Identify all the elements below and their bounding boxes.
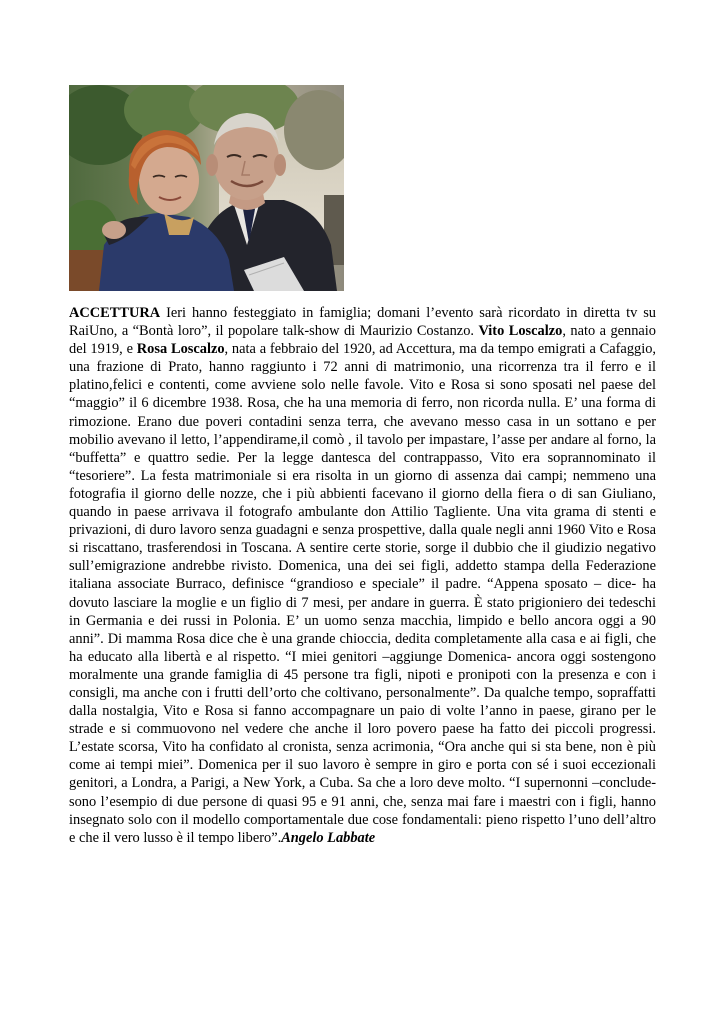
article-text-1: Ieri hanno festeggiato in famiglia; domani l’evento sarà ricordato in diretta tv su RaiUno, a “Bontà loro”, il popolare talk-show di Maurizio Costanzo. — [69, 305, 656, 340]
article-dateline: ACCETTURA — [69, 305, 161, 321]
photo-elderly-couple-icon — [69, 85, 344, 291]
author-signature: Angelo Labbate — [281, 829, 376, 846]
person-name-rosa: Rosa Loscalzo — [136, 341, 225, 358]
article-text-3: , nata a febbraio del 1920, ad Accettura, ma da tempo emigrati a Cafaggio, una frazione di Prato, hanno raggiunto i 72 anni di matrimonio, una ricorrenza tra il ferro e il platino,felici e contenti, come avviene solo nelle favole. Vito e Rosa si sono sposati nel paese del “maggio” il 6 dicembre 1938. Rosa, che ha una memoria di ferro, non ricorda nulla. E’ una forma di rimozione. Erano due poveri contadini senza terra, che avevano messo casa in un sottano e per mobilio avevano il letto, l’appendirame,il comò , il tavolo per impastare, l’asse per andare al forno, la “buffetta” e quattro sedie. Per la legge dantesca del contrappasso, Vito era soprannominato il “tesoriere”. La festa matrimoniale si era risolta in un giorno di assenza dai campi; nemmeno una fotografia il giorno delle nozze, che i più abbienti facevano il giorno della fiera o di san Giuliano, quando in paese arrivava il fotografo ambulante don Attilio Tagliente. Una vita grama di stenti e privazioni, di duro lavoro senza guadagni e senza prospettive, dalla quale negli anni 1960 Vito e Rosa si riscattano, trasferendosi in Toscana. A sentire certe storie, sorge il dubbio che il giudizio negativo sull’emigrazione andrebbe rivisto. Domenica, una dei sei figli, addetto stampa della Federazione italiana associate Burraco, definisce “grandioso e speciale” il padre. “Appena sposato – dice- ha dovuto lasciare la moglie e un figlio di 7 mesi, per andare in guerra. È stato prigioniero dei tedeschi in Germania e dei russi in Polonia. E’ un uomo senza macchia, limpido e bello ancora oggi a 90 anni”. Di mamma Rosa dice che è una grande chioccia, dedita completamente alla casa e ai figli, che ha educato alla libertà e al rispetto. “I miei genitori –aggiunge Domenica- ancora oggi sostengono moralmente una grande famiglia di 45 persone tra figli, nipoti e pronipoti con la presenza e con i consigli, ma anche con i frutti dell’orto che coltivano, personalmente”. Da qualche tempo, sopraffatti dalla nostalgia, Vito e Rosa si fanno accompagnare un paio di volte l’anno in paese, girano per le strade e si commuovono nel vedere che anche il loro povero paese ha fatto dei piccoli progressi. L’estate scorsa, Vito ha confidato al cronista, senza acrimonia, “Ora anche qui si sta bene, non è più come ai tempi miei”. Domenica per il suo lavoro è sempre in giro e porta con sé i suoi eccezionali genitori, a Londra, a Parigi, a New York, a Cuba. Sa che a loro deve molto. “I supernonni –conclude- sono l’esempio di due persone di quasi 95 e 91 anni, che, senza mai fare i maestri con i figli, hanno insegnato solo con il modello comportamentale due cose fondamentali: pieno rispetto l’uno dell’altro e che il vero lusso è il tempo libero”. — [69, 341, 656, 846]
article-body — [69, 304, 656, 847]
article-text-2: , nato a gennaio del 1919, e — [69, 323, 656, 358]
person-name-vito: Vito Loscalzo — [478, 323, 563, 340]
article-photo — [69, 85, 344, 291]
